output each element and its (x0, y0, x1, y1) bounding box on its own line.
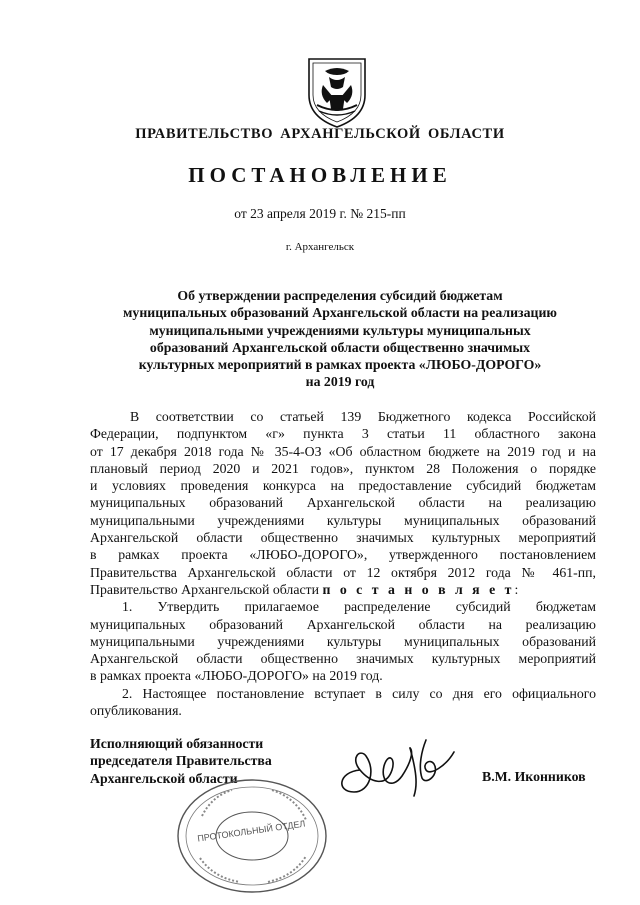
title-line: образований Архангельской области общественно значимых (149, 339, 531, 355)
document-type: ПОСТАНОВЛЕНИЕ (188, 163, 452, 187)
preamble-line: В соответствии со статьей 139 Бюджетного кодекса Российской (130, 409, 596, 424)
preamble-line: муниципальными учреждениями культуры муниципальных образований (90, 512, 596, 528)
title-line: Об утверждении распределения субсидий бюджетам (177, 288, 503, 303)
position-line: Исполняющий обязанности (90, 736, 264, 751)
title-line: на 2019 год (305, 374, 375, 390)
preamble-line: Федерации, подпунктом «г» пункта 3 статьи 11 областного закона (90, 426, 596, 442)
preamble-last-line (90, 581, 596, 598)
document-body (90, 408, 596, 719)
preamble-last-prefix: Правительство Архангельской области (90, 581, 319, 597)
round-seal-stamp-icon (172, 776, 332, 896)
resolves-colon: : (514, 581, 519, 597)
preamble-line: Архангельской области общественно значимых культурных мероприятий (90, 530, 596, 546)
position-line: председателя Правительства (90, 753, 272, 769)
date-and-number: от 23 апреля 2019 г. № 215-пп (234, 206, 406, 221)
government-name: ПРАВИТЕЛЬСТВО АРХАНГЕЛЬСКОЙ ОБЛАСТИ (135, 126, 505, 142)
preamble-line: муниципальных образований Архангельской области на реализацию (90, 495, 596, 511)
handwritten-signature-icon (330, 730, 460, 800)
title-line: муниципальных образований Архангельской области на реализацию (123, 305, 557, 321)
item2-line: опубликования. (90, 703, 182, 719)
resolves-word: п о с т а н о в л я е т (322, 581, 515, 597)
item1-line: муниципальных образований Архангельской области на реализацию (90, 616, 596, 632)
title-line: культурных мероприятий в рамках проекта «ЛЮБО-ДОРОГО» (138, 357, 542, 373)
item1-line: муниципальными учреждениями культуры муниципальных образований (90, 633, 596, 649)
preamble-line: от 17 декабря 2018 года № 35-4-ОЗ «Об областном бюджете на 2019 год и на (90, 443, 596, 459)
preamble-line: в рамках проекта «ЛЮБО-ДОРОГО», утвержденного постановлением (90, 547, 596, 563)
preamble-line: Правительства Архангельской области от 12 октября 2012 года № 461-пп, (90, 564, 596, 580)
item1-line: 1. Утвердить прилагаемое распределение субсидий бюджетам (122, 599, 596, 615)
document-title (85, 287, 595, 391)
coat-of-arms-icon (303, 55, 371, 130)
item1-line: Архангельской области общественно значимых культурных мероприятий (90, 651, 596, 667)
preamble-line: плановый период 2020 и 2021 годов», пунктом 28 Положения о порядке (90, 460, 596, 476)
city: г. Архангельск (285, 241, 355, 253)
preamble-line: и условиях проведения конкурса на предоставление субсидий бюджетам (90, 478, 596, 494)
item2-line: 2. Настоящее постановление вступает в силу со дня его официального (122, 685, 596, 701)
position-line: Архангельской области (90, 770, 238, 786)
item1-line: в рамках проекта «ЛЮБО-ДОРОГО» на 2019 год. (90, 668, 383, 684)
signatory-name: В.М. Иконников (482, 769, 586, 784)
stamp-text: ПРОТОКОЛЬНЫЙ ОТДЕЛ (196, 818, 306, 844)
title-line: муниципальными учреждениями культуры муниципальных (149, 322, 531, 338)
